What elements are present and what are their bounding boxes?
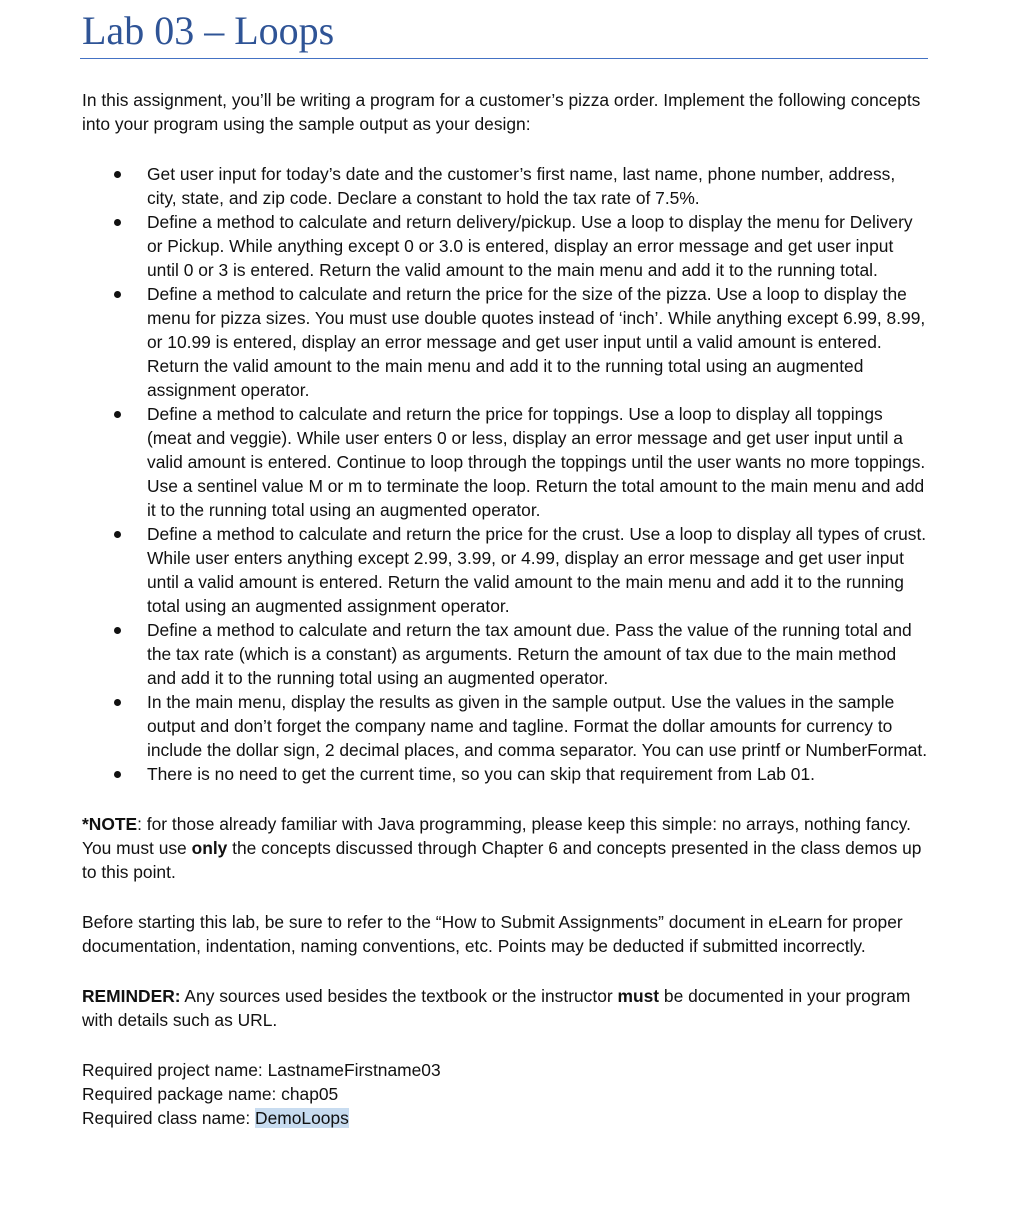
list-item-text: In the main menu, display the results as given in the sample output. Use the values in the sample output and don’t forget the company name and tagline. Format the dollar amounts for currency to include the dollar sign, 2 decimal places, and comma separator. You can use printf or NumberFormat. — [147, 692, 928, 760]
list-item-text: Define a method to calculate and return delivery/pickup. Use a loop to display the menu for Delivery or Pickup. While anything except 0 or 3.0 is entered, display an error message and get user input until 0 or 3 is entered. Return the valid amount to the main menu and add it to the running total. — [147, 212, 913, 280]
bullet-icon — [114, 171, 121, 178]
reminder-text-1: Any sources used besides the textbook or the instructor — [180, 986, 618, 1006]
list-item — [82, 690, 928, 762]
reminder-emphasis: must — [617, 986, 660, 1006]
reminder-text-2: be documented in your program with details such as URL. — [82, 986, 911, 1030]
bullet-icon — [114, 411, 121, 418]
bullet-icon — [114, 699, 121, 706]
list-item-text: Get user input for today’s date and the customer’s first name, last name, phone number, address, city, state, and zip code. Declare a constant to hold the tax rate of 7.5%. — [147, 164, 896, 208]
required-package-label: Required package name: — [82, 1084, 282, 1104]
required-package-line — [82, 1082, 928, 1106]
required-class-value[interactable]: DemoLoops — [255, 1108, 349, 1128]
required-block — [82, 1058, 928, 1130]
page-title: Lab 03 – Loops — [82, 8, 335, 53]
reminder-paragraph — [82, 984, 928, 1032]
list-item — [82, 210, 928, 282]
list-item — [82, 762, 928, 786]
note-paragraph — [82, 812, 928, 884]
title-underline — [80, 58, 928, 59]
required-project-value: LastnameFirstname03 — [267, 1060, 441, 1080]
note-label: NOTE — [88, 814, 138, 834]
list-item — [82, 618, 928, 690]
list-item — [82, 162, 928, 210]
list-item-text: Define a method to calculate and return the price for the size of the pizza. Use a loop to display the menu for pizza sizes. You must use double quotes instead of ‘inch’. While anything except 6.99, 8.99, or 10.99 is entered, display an error message and get user input until a valid amount is entered. Return the valid amount to the main menu and add it to the running total using an augmented assignment operator. — [147, 284, 926, 400]
required-class-label: Required class name: — [82, 1108, 256, 1128]
bullet-icon — [114, 291, 121, 298]
note-text-2: the concepts discussed through Chapter 6 and concepts presented in the class demos up to this point. — [82, 838, 922, 882]
bullet-icon — [114, 771, 121, 778]
note-prefix: * — [82, 814, 89, 834]
required-project-label: Required project name: — [82, 1060, 268, 1080]
reminder-label: REMINDER: — [82, 986, 181, 1006]
bullet-icon — [114, 627, 121, 634]
bullet-icon — [114, 531, 121, 538]
list-item-text: There is no need to get the current time, so you can skip that requirement from Lab 01. — [147, 764, 815, 784]
list-item — [82, 282, 928, 402]
bullet-icon — [114, 219, 121, 226]
list-item — [82, 522, 928, 618]
before-paragraph: Before starting this lab, be sure to refer to the “How to Submit Assignments” document in eLearn for proper documentation, indentation, naming conventions, etc. Points may be deducted if submitted incorrectly. — [82, 912, 903, 956]
list-item-text: Define a method to calculate and return the price for the crust. Use a loop to display all types of crust. While user enters anything except 2.99, 3.99, or 4.99, display an error message and get user input until a valid amount is entered. Return the valid amount to the main menu and add it to the running total using an augmented assignment operator. — [147, 524, 927, 616]
list-item — [82, 402, 928, 522]
document-body — [82, 88, 928, 1130]
note-text-1: : for those already familiar with Java programming, please keep this simple: no arrays, nothing fancy. You must use — [82, 814, 912, 858]
list-item-text: Define a method to calculate and return the tax amount due. Pass the value of the running total and the tax rate (which is a constant) as arguments. Return the amount of tax due to the main method and add it to the running total using an augmented operator. — [147, 620, 912, 688]
required-class-line — [82, 1106, 928, 1130]
required-package-value: chap05 — [281, 1084, 339, 1104]
requirements-list — [82, 162, 928, 786]
list-item-text: Define a method to calculate and return the price for toppings. Use a loop to display all toppings (meat and veggie). While user enters 0 or less, display an error message and get user input until a valid amount is entered. Continue to loop through the toppings until the user wants no more toppings. Use a sentinel value M or m to terminate the loop. Return the total amount to the main menu and add it to the running total using an augmented operator. — [147, 404, 926, 520]
required-project-line — [82, 1058, 928, 1082]
intro-paragraph: In this assignment, you’ll be writing a program for a customer’s pizza order. Implement the following concepts into your program using the sample output as your design: — [82, 90, 921, 134]
note-emphasis: only — [191, 838, 228, 858]
